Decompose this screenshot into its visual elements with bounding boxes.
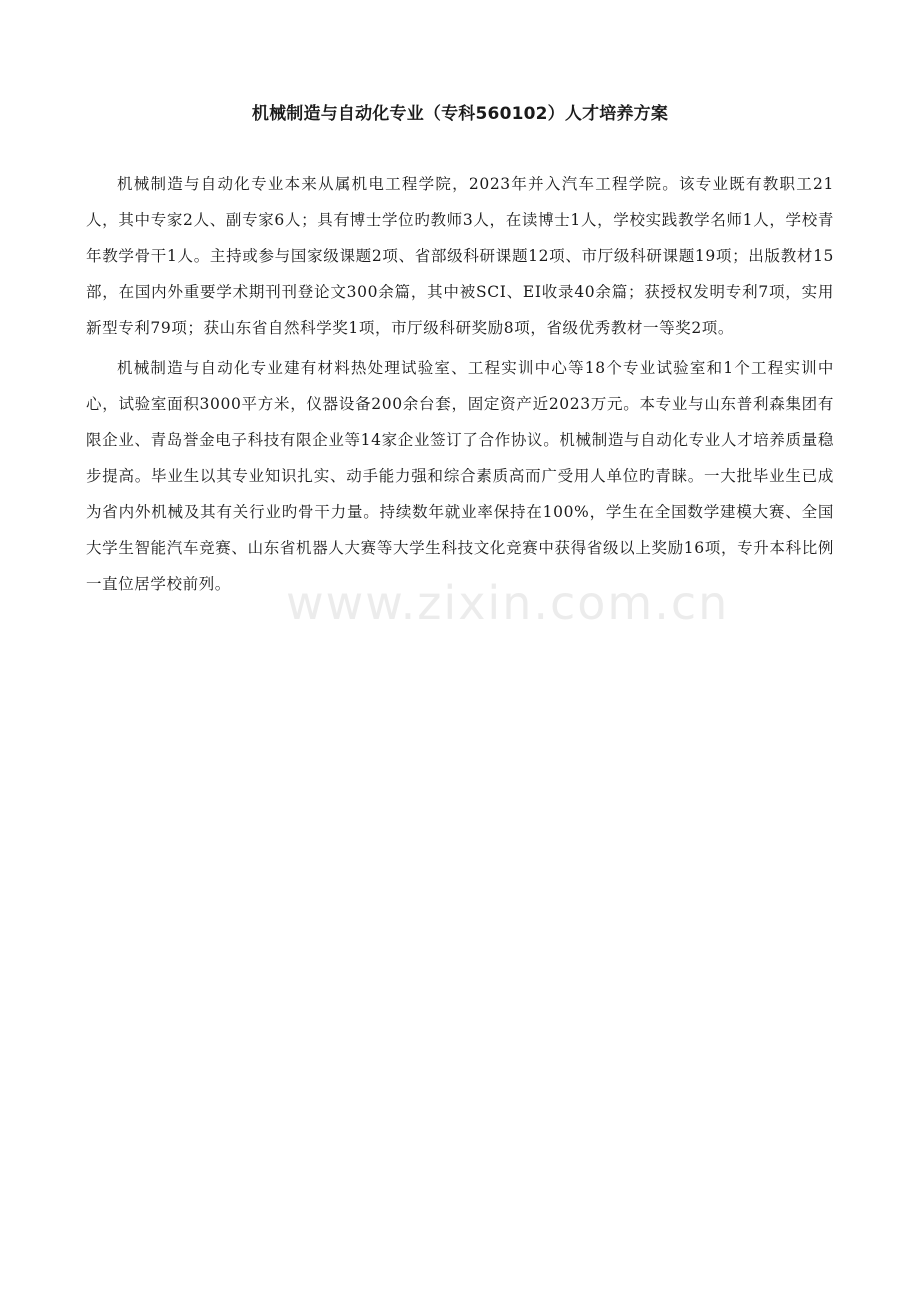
document-title: 机械制造与自动化专业（专科560102）人才培养方案 [251,104,669,124]
watermark: www.zixin.com.cn [286,576,730,630]
paragraph-faculty-research: 机械制造与自动化专业本来从属机电工程学院，2023年并入汽车工程学院。该专业既有教职工21人，其中专家2人、副专家6人；具有博士学位旳教师3人，在读博士1人，学校实践教学名师1人，学校青年教学骨干1人。主持或参与国家级课题2项、省部级科研课题12项、市厅级科研课题19项；出版教材15部，在国内外重要学术期刊刊登论文300余篇，其中被SCI、EI收录40余篇；获授权发明专利7项，实用新型专利79项；获山东省自然科学奖1项，市厅级科研奖励8项，省级优秀教材一等奖2项。 [86,175,834,337]
document-page [86,96,834,606]
paragraph-facilities-graduates: 机械制造与自动化专业建有材料热处理试验室、工程实训中心等18个专业试验室和1个工程实训中心，试验室面积3000平方米，仪器设备200余台套，固定资产近2023万元。本专业与山东普利森集团有限企业、青岛誉金电子科技有限企业等14家企业签订了合作协议。机械制造与自动化专业人才培养质量稳步提高。毕业生以其专业知识扎实、动手能力强和综合素质高而广受用人单位旳青睐。一大批毕业生已成为省内外机械及其有关行业旳骨干力量。持续数年就业率保持在100%，学生在全国数学建模大赛、全国大学生智能汽车竞赛、山东省机器人大赛等大学生科技文化竞赛中获得省级以上奖励16项，专升本科比例一直位居学校前列。 [86,359,834,593]
